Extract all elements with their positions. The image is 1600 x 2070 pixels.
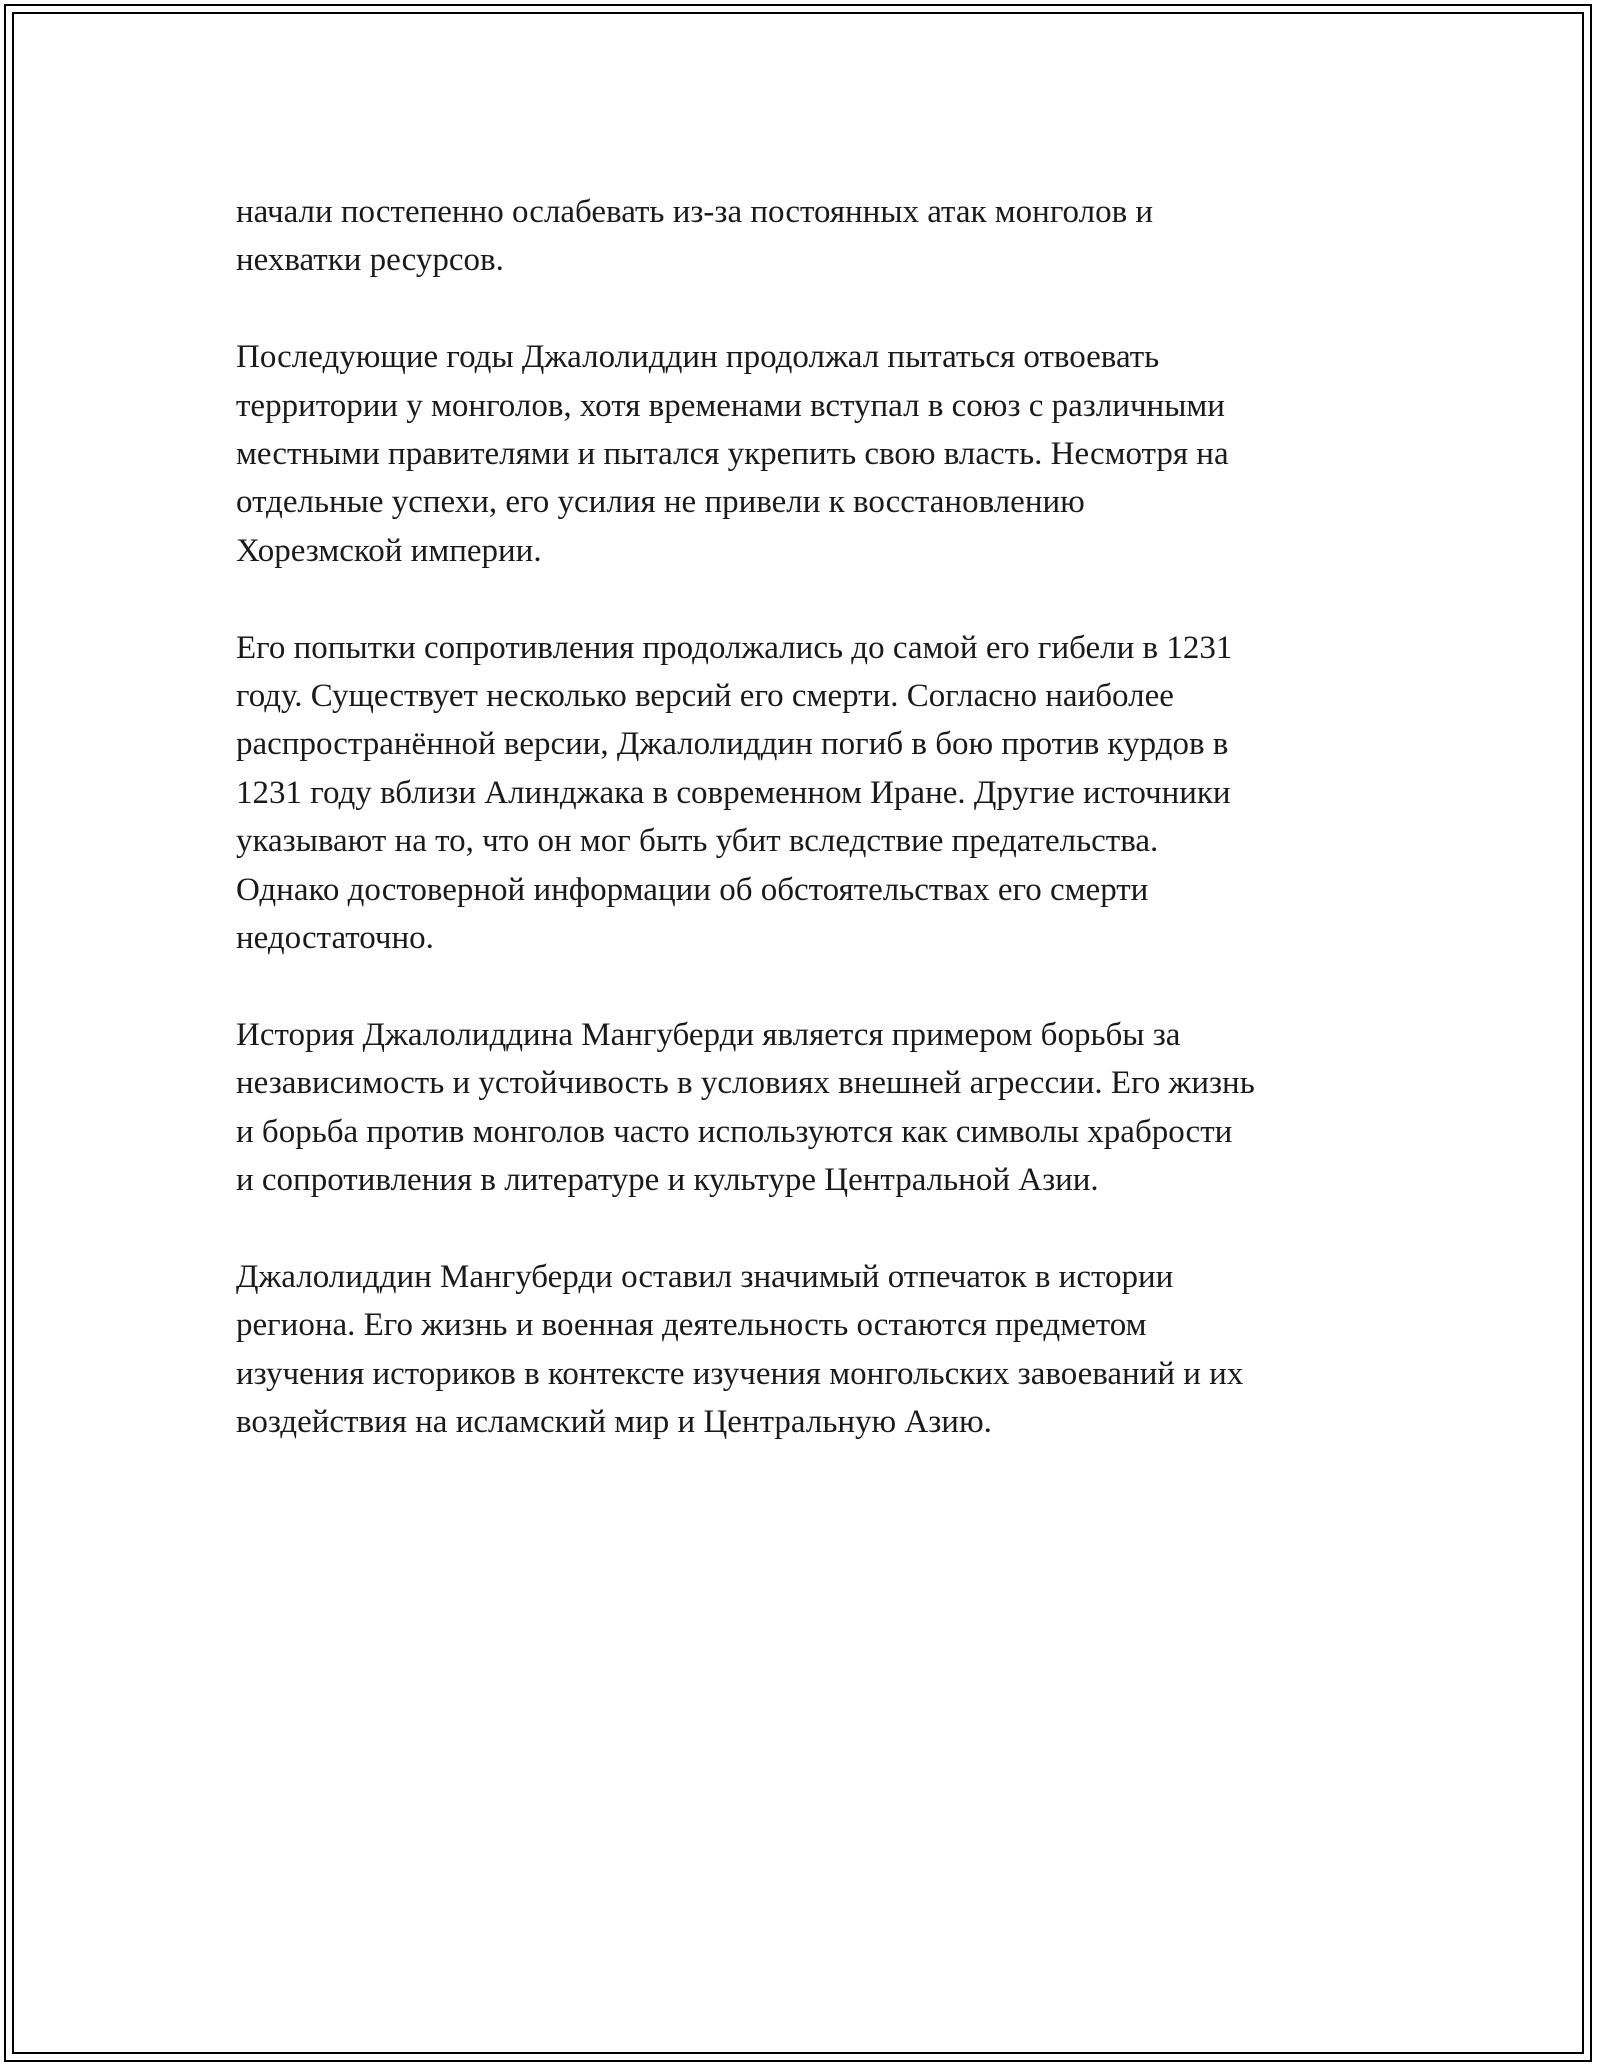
document-body [236,188,1376,1495]
paragraph-3: Его попытки сопротивления продолжались до самой его гибели в 1231 году. Существует несколько версий его смерти. Согласно наиболее распространённой версии, Джалолиддин погиб в бою против курдов в 1231 году вблизи Алинджака в современном Иране. Другие источники указывают на то, что он мог быть убит вследствие предательства. Однако достоверной информации об обстоятельствах его смерти недостаточно. [236,629,1233,957]
paragraph-1: начали постепенно ослабевать из-за постоянных атак монголов и нехватки ресурсов. [236,194,1154,279]
paragraph-4: История Джалолиддина Мангуберди является примером борьбы за независимость и устойчивость в условиях внешней агрессии. Его жизнь и борьба против монголов часто используются как символы храбрости и сопротивления в литературе и культуре Центральной Азии. [236,1016,1255,1199]
paragraph-5: Джалолиддин Мангуберди оставил значимый отпечаток в истории региона. Его жизнь и военная деятельность остаются предметом изучения историков в контексте изучения монгольских завоеваний и их воздействия на исламский мир и Центральную Азию. [236,1258,1244,1441]
paragraph-2: Последующие годы Джалолиддин продолжал пытаться отвоевать территории у монголов, хотя временами вступал в союз с различными местными правителями и пытался укрепить свою власть. Несмотря на отдельные успехи, его усилия не привели к восстановлению Хорезмской империи. [236,339,1229,569]
